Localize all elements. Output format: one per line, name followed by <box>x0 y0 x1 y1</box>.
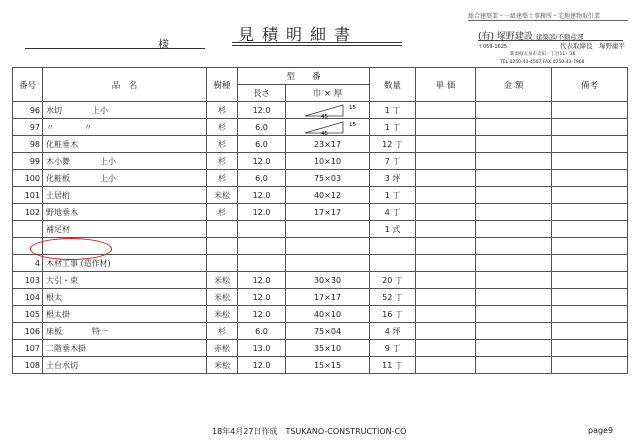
cell-no: 106 <box>13 323 43 340</box>
cell-amount <box>476 221 552 238</box>
bevel-top-value: 15 <box>348 104 356 111</box>
cell-species: 杉 <box>207 119 238 136</box>
item-grade: 特一 <box>92 326 108 336</box>
item-name: 床板 <box>46 326 62 336</box>
cell-amount <box>476 306 552 323</box>
header-species: 樹種 <box>207 68 238 102</box>
cell-length: 6.0 <box>238 119 286 136</box>
cell-unit-price <box>416 170 476 187</box>
cell-remarks <box>552 204 628 221</box>
bevel-top-value: 15 <box>348 121 356 128</box>
estimate-table <box>12 67 628 374</box>
tagline-rule <box>468 20 628 21</box>
cell-species: 杉 <box>207 153 238 170</box>
cell-section: 10×10 <box>286 153 370 170</box>
cell-item-name <box>43 204 207 221</box>
postal-code: 〒059-1625 <box>478 44 508 50</box>
header-section: 巾 × 厚 <box>286 85 370 102</box>
cell-qty: 16 丁 <box>370 306 416 323</box>
cell-qty: 11 丁 <box>370 357 416 374</box>
cell-remarks <box>552 102 628 119</box>
cell-unit-price <box>416 238 476 255</box>
cell-species: 杉 <box>207 204 238 221</box>
cell-remarks <box>552 221 628 238</box>
title-underline-double <box>232 45 402 46</box>
item-grade: 上小 <box>100 156 116 166</box>
table-row <box>13 153 628 170</box>
cell-amount <box>476 136 552 153</box>
cell-qty: 1 丁 <box>370 119 416 136</box>
cell-no: 108 <box>13 357 43 374</box>
cell-section: 17×17 <box>286 204 370 221</box>
table-row <box>13 323 628 340</box>
cell-no: 97 <box>13 119 43 136</box>
cell-species <box>207 221 238 238</box>
cell-amount <box>476 187 552 204</box>
cell-length <box>238 221 286 238</box>
cell-qty: 3 坪 <box>370 170 416 187</box>
cell-species <box>207 238 238 255</box>
cell-amount <box>476 204 552 221</box>
cell-section: 23×17 <box>286 136 370 153</box>
table-row <box>13 272 628 289</box>
title-underline <box>232 42 402 43</box>
cell-qty <box>370 255 416 272</box>
table-row <box>13 102 628 119</box>
cell-unit-price <box>416 340 476 357</box>
cell-section: 15×15 <box>286 357 370 374</box>
cell-amount <box>476 340 552 357</box>
cell-length: 12.0 <box>238 153 286 170</box>
cell-no: 102 <box>13 204 43 221</box>
cell-amount <box>476 238 552 255</box>
cell-unit-price <box>416 323 476 340</box>
header-length: 長さ <box>238 85 286 102</box>
cell-amount <box>476 102 552 119</box>
cell-section <box>286 238 370 255</box>
cell-no: 105 <box>13 306 43 323</box>
cell-unit-price <box>416 357 476 374</box>
cell-item-name <box>43 289 207 306</box>
cell-remarks <box>552 340 628 357</box>
header-qty: 数量 <box>370 68 416 102</box>
cell-section <box>286 102 370 119</box>
cell-qty: 1 丁 <box>370 102 416 119</box>
cell-no <box>13 221 43 238</box>
cell-species: 米松 <box>207 272 238 289</box>
item-name: 大引・束 <box>46 275 78 285</box>
cell-qty: 52 丁 <box>370 289 416 306</box>
cell-section: 75×04 <box>286 323 370 340</box>
bevel-bottom-value: 45 <box>320 113 328 118</box>
item-name: 二階垂木掛 <box>46 343 86 353</box>
cell-no: 101 <box>13 187 43 204</box>
cell-amount <box>476 119 552 136</box>
item-grade: 上小 <box>92 105 108 115</box>
cell-remarks <box>552 272 628 289</box>
cell-remarks <box>552 289 628 306</box>
cell-remarks <box>552 119 628 136</box>
cell-section: 17×17 <box>286 289 370 306</box>
cell-length <box>238 238 286 255</box>
item-name: 補足材 <box>46 224 70 234</box>
document-title: 見積明細書 <box>238 25 359 44</box>
table-row <box>13 255 628 272</box>
header-spec: 型 番 <box>238 68 370 85</box>
cell-qty: 20 丁 <box>370 272 416 289</box>
cell-length: 6.0 <box>238 136 286 153</box>
table-row <box>13 340 628 357</box>
cell-no: 98 <box>13 136 43 153</box>
header-amount: 金 額 <box>476 68 552 102</box>
cell-species: 杉 <box>207 170 238 187</box>
header-unit-price: 単 価 <box>416 68 476 102</box>
item-name: 土居桁 <box>46 190 70 200</box>
cell-item-name <box>43 357 207 374</box>
cell-item-name <box>43 153 207 170</box>
cell-section <box>286 221 370 238</box>
cell-qty: 1 丁 <box>370 187 416 204</box>
customer-honorific: 様 <box>158 38 169 51</box>
company-tel-fax: TEL 0250-43-4507 FAX 0250-43-7968 <box>500 60 585 65</box>
cell-unit-price <box>416 119 476 136</box>
item-name: 化粧板 <box>46 173 70 183</box>
page-number: page9 <box>588 426 614 435</box>
cell-length: 6.0 <box>238 323 286 340</box>
cell-unit-price <box>416 306 476 323</box>
company-department: 建築部/不動産部 <box>535 33 584 41</box>
cell-item-name <box>43 170 207 187</box>
cell-unit-price <box>416 255 476 272</box>
cell-qty: 4 丁 <box>370 204 416 221</box>
cell-no: 100 <box>13 170 43 187</box>
cell-species: 米松 <box>207 289 238 306</box>
footer-created: 18年4月27日作成 TSUKANO-CONSTRUCTION-CO <box>212 427 407 436</box>
cell-amount <box>476 289 552 306</box>
cell-amount <box>476 323 552 340</box>
cell-amount <box>476 170 552 187</box>
company-tagline: 総合建築業・一級建築士事務所・宅地建物取引業 <box>468 13 601 20</box>
item-name: 野地垂木 <box>46 207 78 217</box>
bevel-profile-icon <box>297 103 359 118</box>
cell-section: 35×10 <box>286 340 370 357</box>
cell-item-name <box>43 119 207 136</box>
cell-length <box>238 255 286 272</box>
cell-length: 12.0 <box>238 187 286 204</box>
cell-remarks <box>552 306 628 323</box>
cell-no: 103 <box>13 272 43 289</box>
cell-unit-price <box>416 136 476 153</box>
cell-item-name <box>43 187 207 204</box>
item-grade: 〃 <box>84 122 92 132</box>
company-name: (有) 塚野建設 <box>478 32 533 42</box>
cell-amount <box>476 255 552 272</box>
cell-amount <box>476 357 552 374</box>
cell-section: 75×03 <box>286 170 370 187</box>
cell-remarks <box>552 255 628 272</box>
cell-unit-price <box>416 289 476 306</box>
cell-remarks <box>552 323 628 340</box>
item-name: 〃 <box>46 122 54 132</box>
cell-length: 12.0 <box>238 102 286 119</box>
cell-no: 4 <box>13 255 43 272</box>
cell-amount <box>476 272 552 289</box>
cell-no: 104 <box>13 289 43 306</box>
cell-qty: 7 丁 <box>370 153 416 170</box>
cell-item-name <box>43 221 207 238</box>
table-row <box>13 187 628 204</box>
cell-section: 40×12 <box>286 187 370 204</box>
cell-unit-price <box>416 221 476 238</box>
cell-qty <box>370 238 416 255</box>
cell-species: 杉 <box>207 102 238 119</box>
cell-remarks <box>552 153 628 170</box>
cell-unit-price <box>416 204 476 221</box>
cell-no: 99 <box>13 153 43 170</box>
cell-unit-price <box>416 102 476 119</box>
table-row <box>13 357 628 374</box>
cell-species: 赤松 <box>207 340 238 357</box>
table-row <box>13 306 628 323</box>
cell-item-name <box>43 136 207 153</box>
cell-species: 杉 <box>207 136 238 153</box>
cell-qty: 1 式 <box>370 221 416 238</box>
estimate-rows <box>13 102 628 374</box>
table-row <box>13 136 628 153</box>
cell-length: 12.0 <box>238 204 286 221</box>
cell-remarks <box>552 136 628 153</box>
cell-species <box>207 255 238 272</box>
item-name: 土台水切 <box>46 360 78 370</box>
cell-remarks <box>552 238 628 255</box>
cell-qty: 4 坪 <box>370 323 416 340</box>
customer-name-line <box>25 48 205 49</box>
cell-amount <box>476 153 552 170</box>
header-no: 番号 <box>13 68 43 102</box>
cell-length: 12.0 <box>238 289 286 306</box>
cell-length: 13.0 <box>238 340 286 357</box>
cell-unit-price <box>416 272 476 289</box>
cell-item-name <box>43 272 207 289</box>
cell-length: 12.0 <box>238 306 286 323</box>
cell-remarks <box>552 187 628 204</box>
item-grade: 上小 <box>100 173 116 183</box>
company-address: 新潟県五泉市太田一丁目11ー36 <box>510 52 576 57</box>
cell-no: 107 <box>13 340 43 357</box>
cell-section: 30×30 <box>286 272 370 289</box>
cell-section: 40×10 <box>286 306 370 323</box>
cell-item-name <box>43 340 207 357</box>
item-name: 木小舞 <box>46 156 70 166</box>
cell-section <box>286 255 370 272</box>
cell-item-name <box>43 102 207 119</box>
table-row <box>13 170 628 187</box>
cell-unit-price <box>416 153 476 170</box>
cell-length: 6.0 <box>238 170 286 187</box>
header-item-name: 品 名 <box>43 68 207 102</box>
cell-remarks <box>552 357 628 374</box>
cell-species: 米松 <box>207 306 238 323</box>
item-name: 根太掛 <box>46 309 70 319</box>
header-remarks: 備考 <box>552 68 628 102</box>
bevel-bottom-value: 45 <box>320 130 328 135</box>
cell-species: 杉 <box>207 323 238 340</box>
cell-item-name <box>43 306 207 323</box>
representative: 代表取締役 塚野庸平 <box>560 42 625 50</box>
annotation-circle <box>30 238 112 260</box>
cell-section <box>286 119 370 136</box>
cell-length: 12.0 <box>238 272 286 289</box>
table-row <box>13 289 628 306</box>
cell-unit-price <box>416 187 476 204</box>
cell-qty: 9 丁 <box>370 340 416 357</box>
cell-item-name <box>43 323 207 340</box>
table-row <box>13 204 628 221</box>
cell-no: 96 <box>13 102 43 119</box>
item-name: 化粧垂木 <box>46 139 78 149</box>
table-row <box>13 221 628 238</box>
item-name: 水切 <box>46 105 62 115</box>
cell-qty: 12 丁 <box>370 136 416 153</box>
cell-species: 米松 <box>207 187 238 204</box>
item-name: 木材工事 (造作材) <box>46 258 111 268</box>
cell-species: 米松 <box>207 357 238 374</box>
cell-length: 12.0 <box>238 357 286 374</box>
bevel-profile-icon <box>297 120 359 135</box>
cell-remarks <box>552 170 628 187</box>
item-name: 根太 <box>46 292 62 302</box>
table-row <box>13 119 628 136</box>
